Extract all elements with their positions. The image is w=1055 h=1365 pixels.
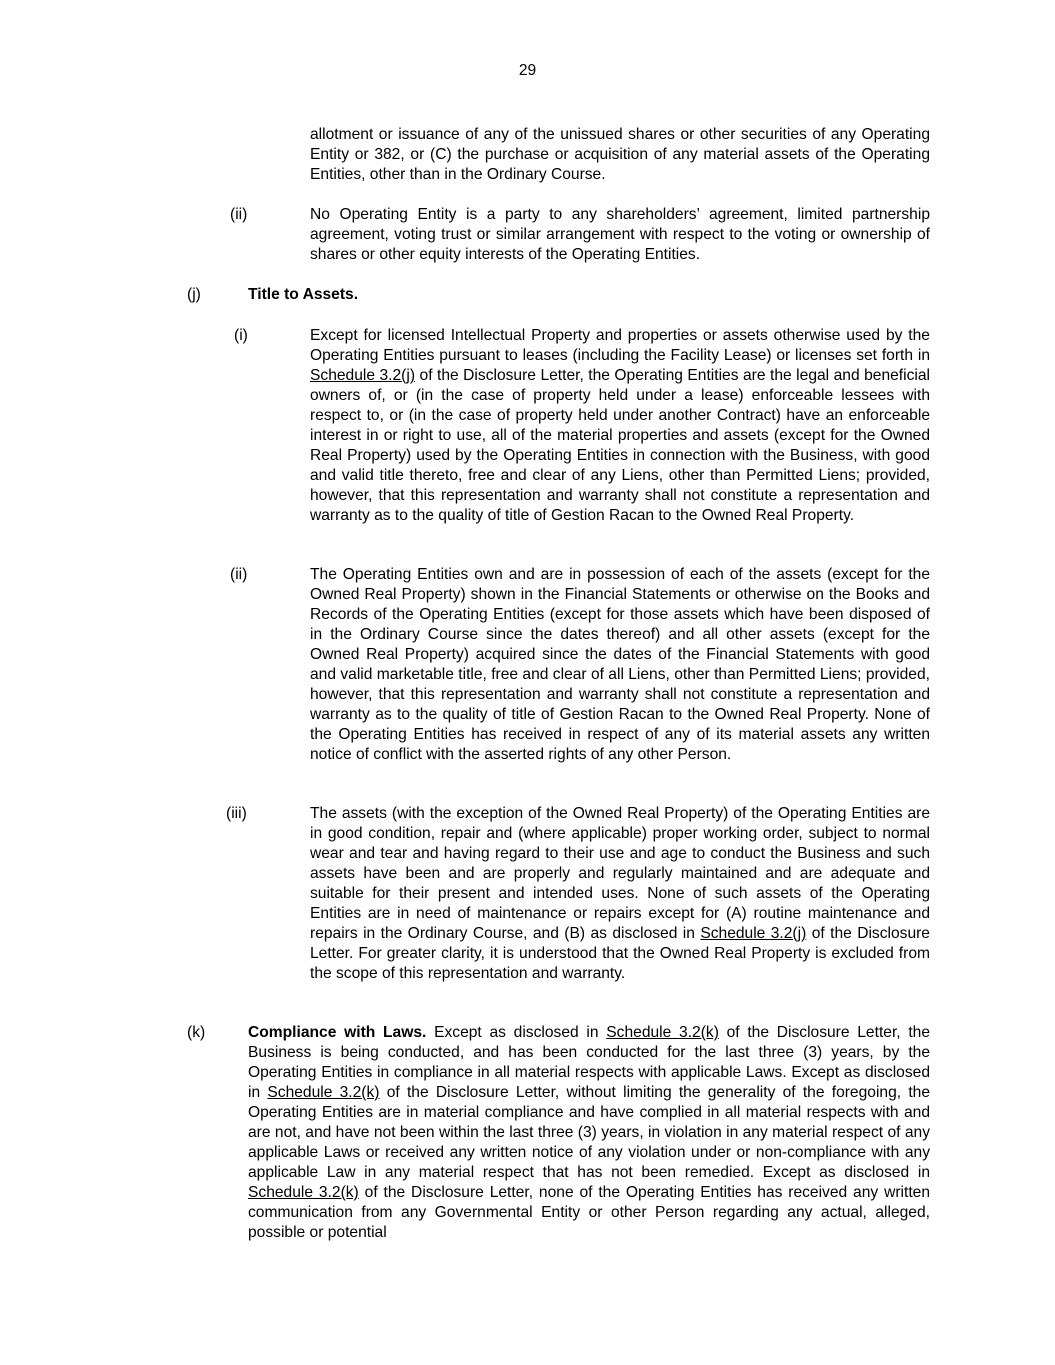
item-number-ii: (ii)	[230, 206, 248, 223]
paragraph-j-i: Except for licensed Intellectual Property and properties or assets otherwise used by the Operating Entities pursuant to leases (including the Facility Lease) or licenses set forth in Schedule 3.2(j) of the Disclosure Letter, the Operating Entities are the legal and beneficial owners of, or (in the case of property held under a lease) enforceable lessees with respect to, or (in the case of property held under another Contract) have an enforceable interest in or right to use, all of the material properties and assets (except for the Owned Real Property) used by the Operating Entities in connection with the Business, with good and valid title thereto, free and clear of any Liens, other than Permitted Liens; provided, however, that this representation and warranty shall not constitute a representation and warranty as to the quality of title of Gestion Racan to the Owned Real Property.	[310, 327, 930, 524]
paragraph-j-iii: The assets (with the exception of the Owned Real Property) of the Operating Entities are in good condition, repair and (where applicable) proper working order, subject to normal wear and tear and having regard to their use and age to conduct the Business and such assets have been and are properly and regularly maintained and are adequate and suitable for their present and intended uses. None of such assets of the Operating Entities are in need of maintenance or repairs except for (A) routine maintenance and repairs in the Ordinary Course, and (B) as disclosed in Schedule 3.2(j) of the Disclosure Letter. For greater clarity, it is understood that the Owned Real Property is excluded from the scope of this representation and warranty.	[310, 805, 930, 982]
schedule-reference-link: Schedule 3.2(j)	[700, 925, 807, 942]
paragraph-ii-shareholders: No Operating Entity is a party to any shareholders’ agreement, limited partnership agreement, voting trust or similar arrangement with respect to the voting or ownership of shares or other equity interests of the Operating Entities.	[310, 206, 930, 263]
continuation-paragraph: allotment or issuance of any of the unissued shares or other securities of any Operating Entity or 382, or (C) the purchase or acquisition of any material assets of the Operating Entities, other than in the Ordinary Course.	[310, 126, 930, 183]
schedule-reference-link: Schedule 3.2(k)	[267, 1084, 380, 1101]
paragraph-j-ii: The Operating Entities own and are in possession of each of the assets (except for the Owned Real Property) shown in the Financial Statements or otherwise on the Books and Records of the Operating Entities (except for those assets which have been disposed of in the Ordinary Course since the dates thereof) and all other assets (except for the Owned Real Property) acquired since the dates of the Financial Statements with good and valid marketable title, free and clear of all Liens, other than Permitted Liens; provided, however, that this representation and warranty shall not constitute a representation and warranty as to the quality of title of Gestion Racan to the Owned Real Property. None of the Operating Entities has received in respect of any of its material assets any written notice of conflict with the asserted rights of any other Person.	[310, 566, 930, 763]
paragraph-k-compliance: Compliance with Laws. Except as disclosed in Schedule 3.2(k) of the Disclosure Letter, the Business is being conducted, and has been conducted for the last three (3) years, by the Operating Entities in compliance in all material respects with applicable Laws. Except as disclosed in Schedule 3.2(k) of the Disclosure Letter, without limiting the generality of the foregoing, the Operating Entities are in material compliance and have complied in all material respects with and are not, and have not been within the last three (3) years, in violation in any material respect of any applicable Laws or received any written notice of any violation under or non-compliance with any applicable Law in any material respect that has not been remedied. Except as disclosed in Schedule 3.2(k) of the Disclosure Letter, none of the Operating Entities has received any written communication from any Governmental Entity or other Person regarding any actual, alleged, possible or potential	[248, 1024, 931, 1241]
schedule-reference-link: Schedule 3.2(k)	[248, 1184, 359, 1201]
item-number-j-ii: (ii)	[230, 566, 248, 583]
item-number-j-iii: (iii)	[226, 805, 247, 822]
schedule-reference-link: Schedule 3.2(k)	[606, 1024, 719, 1041]
section-heading-compliance-with-laws: Compliance with Laws.	[248, 1024, 427, 1041]
page-number: 29	[518, 62, 537, 79]
section-number-k: (k)	[187, 1024, 206, 1041]
item-number-j-i: (i)	[234, 327, 248, 344]
section-heading-title-to-assets: Title to Assets.	[248, 286, 359, 303]
section-number-j: (j)	[187, 286, 201, 303]
schedule-reference-link: Schedule 3.2(j)	[310, 367, 416, 384]
